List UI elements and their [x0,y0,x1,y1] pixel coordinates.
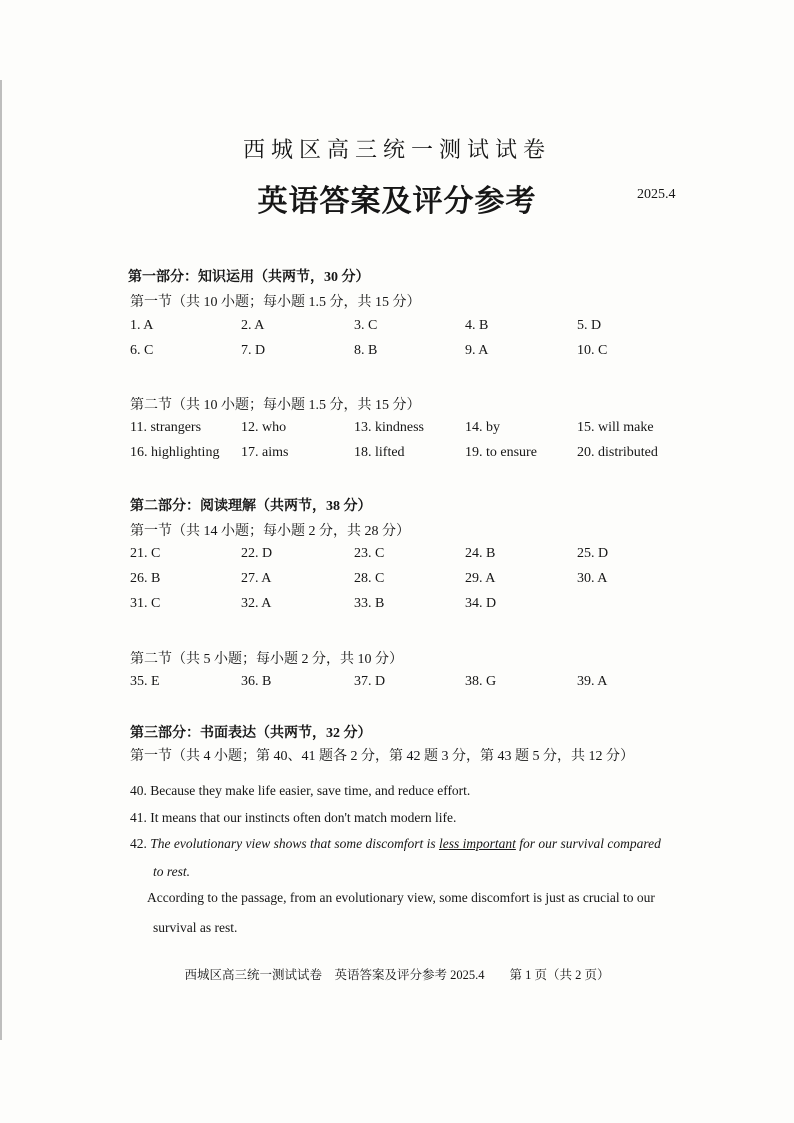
answer-item: 23. C [354,546,385,561]
part2-heading: 第二部分：阅读理解（共两节，38 分） [130,499,372,514]
answer-item: 31. C [130,596,161,611]
answer-item: 33. B [354,596,385,611]
answer-item: 12. who [241,420,287,435]
answer-item: 26. B [130,571,161,586]
answer-item: 25. D [577,546,609,561]
answer-item: 6. C [130,343,154,358]
answer-item: 35. E [130,674,160,689]
page-footer: 西城区高三统一测试试卷 英语答案及评分参考 2025.4 第 1 页（共 2 页） [184,968,610,982]
exam-date: 2025.4 [637,187,676,202]
page-edge-shadow [0,80,2,1040]
answer-41: 41. It means that our instincts often don't match modern life. [130,810,457,825]
part1-heading: 第一部分：知识运用（共两节，30 分） [128,270,370,285]
answer-item: 22. D [241,546,273,561]
answer-item: 34. D [465,596,497,611]
part3-section1-heading: 第一节（共 4 小题；第 40、41 题各 2 分，第 42 题 3 分，第 43 题 5 分，共 12 分） [130,749,634,764]
answer-item: 16. highlighting [130,445,220,460]
part2-section1-heading: 第一节（共 14 小题；每小题 2 分，共 28 分） [130,524,410,539]
answer-item: 1. A [130,318,154,333]
answer-item: 27. A [241,571,272,586]
answer-item: 39. A [577,674,608,689]
answer-42-number: 42. [130,836,151,851]
part2-section2-heading: 第二节（共 5 小题；每小题 2 分，共 10 分） [130,652,403,667]
answer-42-line1: According to the passage, from an evolutionary view, some discomfort is just as crucial to our [147,890,655,905]
answer-item: 36. B [241,674,272,689]
part3-heading: 第三部分：书面表达（共两节，32 分） [130,726,372,741]
answer-item: 10. C [577,343,608,358]
answer-item: 3. C [354,318,378,333]
answer-item: 24. B [465,546,496,561]
exam-title: 西城区高三统一测试试卷 [242,137,551,162]
answer-item: 37. D [354,674,386,689]
answer-key-title: 英语答案及评分参考 [257,185,537,218]
answer-item: 9. A [465,343,489,358]
answer-item: 2. A [241,318,265,333]
answer-42-line2: survival as rest. [153,920,238,935]
answer-42-prompt [130,836,661,852]
answer-item: 15. will make [577,420,654,435]
answer-item: 17. aims [241,445,289,460]
answer-item: 38. G [465,674,497,689]
answer-40: 40. Because they make life easier, save time, and reduce effort. [130,783,471,798]
answer-item: 32. A [241,596,272,611]
answer-item: 30. A [577,571,608,586]
answer-item: 8. B [354,343,378,358]
answer-item: 13. kindness [354,420,424,435]
answer-item: 18. lifted [354,445,405,460]
part1-section2-heading: 第二节（共 10 小题；每小题 1.5 分，共 15 分） [130,398,421,413]
answer-item: 29. A [465,571,496,586]
answer-item: 21. C [130,546,161,561]
answer-item: 5. D [577,318,602,333]
answer-item: 11. strangers [130,420,202,435]
answer-item: 20. distributed [577,445,658,460]
answer-42-prompt-line2: to rest. [153,864,190,879]
answer-item: 4. B [465,318,489,333]
answer-item: 14. by [465,420,500,435]
answer-item: 19. to ensure [465,445,537,460]
prompt-text: for our survival compared [515,836,661,851]
underlined-phrase: less important [438,836,516,851]
prompt-text: The evolutionary view shows that some discomfort is [150,836,439,851]
answer-item: 28. C [354,571,385,586]
part1-section1-heading: 第一节（共 10 小题；每小题 1.5 分，共 15 分） [130,295,421,310]
answer-item: 7. D [241,343,266,358]
